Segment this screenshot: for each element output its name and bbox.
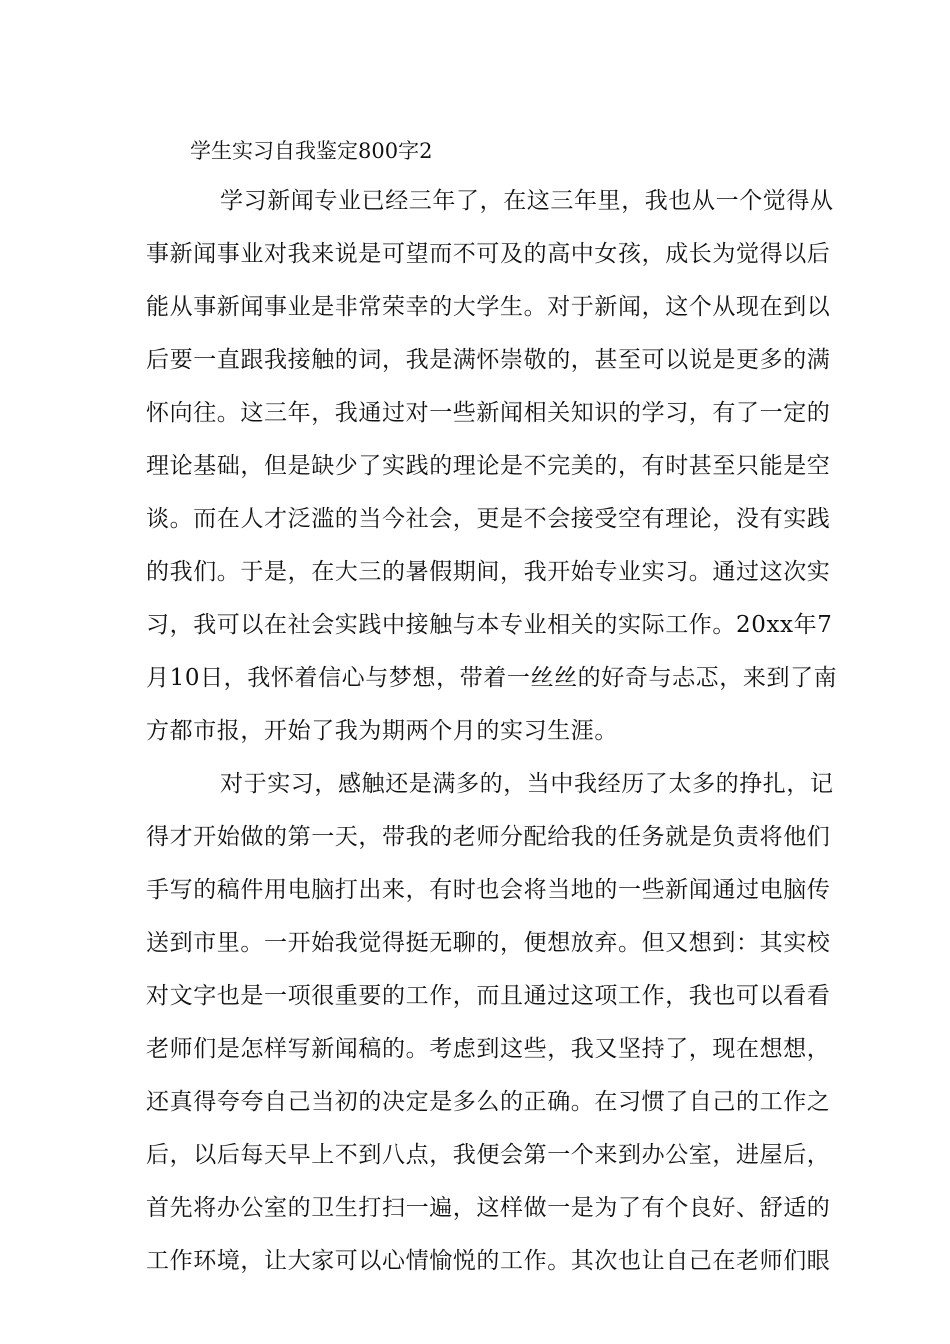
paragraph-2-line-7: 还真得夸夸自己当初的决定是多么的正确。在习惯了自己的工作之 xyxy=(146,1089,831,1115)
document-title: 学生实习自我鉴定800字2 xyxy=(190,139,433,163)
paragraph-2-line-4: 送到市里。一开始我觉得挺无聊的，便想放弃。但又想到：其实校 xyxy=(146,930,831,956)
paragraph-1-line-2: 事新闻事业对我来说是可望而不可及的高中女孩，成长为觉得以后 xyxy=(146,241,831,267)
paragraph-1-line-3: 能从事新闻事业是非常荣幸的大学生。对于新闻，这个从现在到以 xyxy=(146,294,831,320)
paragraph-2-line-10: 工作环境，让大家可以心情愉悦的工作。其次也让自己在老师们眼 xyxy=(146,1248,831,1274)
paragraph-1-line-9: 习，我可以在社会实践中接触与本专业相关的实际工作。20xx年7 xyxy=(146,612,833,638)
paragraph-2-line-3: 手写的稿件用电脑打出来，有时也会将当地的一些新闻通过电脑传 xyxy=(146,877,831,903)
paragraph-1-line-11: 方都市报，开始了我为期两个月的实习生涯。 xyxy=(146,718,618,744)
paragraph-1-line-4: 后要一直跟我接触的词，我是满怀崇敬的，甚至可以说是更多的满 xyxy=(146,347,831,373)
paragraph-2-line-1: 对于实习，感触还是满多的，当中我经历了太多的挣扎，记 xyxy=(220,771,834,797)
paragraph-1-line-7: 谈。而在人才泛滥的当今社会，更是不会接受空有理论，没有实践 xyxy=(146,506,831,532)
paragraph-1-line-1: 学习新闻专业已经三年了，在这三年里，我也从一个觉得从 xyxy=(220,188,834,214)
paragraph-1-line-6: 理论基础，但是缺少了实践的理论是不完美的，有时甚至只能是空 xyxy=(146,453,831,479)
paragraph-2-line-2: 得才开始做的第一天，带我的老师分配给我的任务就是负责将他们 xyxy=(146,824,831,850)
paragraph-1-line-5: 怀向往。这三年，我通过对一些新闻相关知识的学习，有了一定的 xyxy=(146,400,831,426)
paragraph-1-line-8: 的我们。于是，在大三的暑假期间，我开始专业实习。通过这次实 xyxy=(146,559,831,585)
paragraph-2-line-5: 对文字也是一项很重要的工作，而且通过这项工作，我也可以看看 xyxy=(146,983,831,1009)
paragraph-2-line-6: 老师们是怎样写新闻稿的。考虑到这些，我又坚持了，现在想想， xyxy=(146,1036,831,1062)
paragraph-2-line-9: 首先将办公室的卫生打扫一遍，这样做一是为了有个良好、舒适的 xyxy=(146,1195,831,1221)
paragraph-2-line-8: 后，以后每天早上不到八点，我便会第一个来到办公室，进屋后， xyxy=(146,1142,831,1168)
paragraph-1-line-10: 月10日，我怀着信心与梦想，带着一丝丝的好奇与忐忑，来到了南 xyxy=(146,665,838,691)
